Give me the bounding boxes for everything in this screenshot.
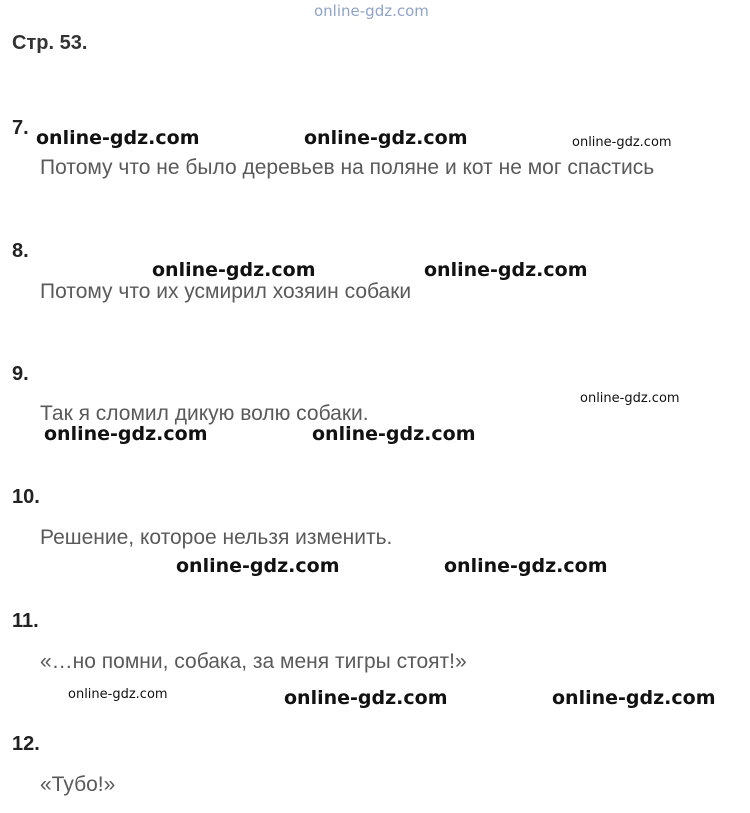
question-10-number: 10. [12,486,40,508]
watermark: online-gdz.com [284,687,448,709]
page-title: Стр. 53. [12,32,88,54]
watermark: online-gdz.com [424,259,588,281]
question-8-number: 8. [12,240,29,262]
watermark: online-gdz.com [444,555,608,577]
question-9-answer: Так я сломил дикую волю собаки. [40,402,369,425]
watermark: online-gdz.com [312,423,476,445]
watermark: online-gdz.com [176,555,340,577]
question-7-answer: Потому что не было деревьев на поляне и кот не мог спастись [40,156,655,179]
top-watermark: online-gdz.com [314,2,429,20]
question-10-answer: Решение, которое нельзя изменить. [40,526,393,549]
question-12-number: 12. [12,733,40,755]
watermark: online-gdz.com [36,127,200,149]
watermark: online-gdz.com [572,135,672,150]
question-11-answer: «…но помни, собака, за меня тигры стоят!» [40,650,467,673]
question-8-answer: Потому что их усмирил хозяин собаки [40,280,412,303]
watermark: online-gdz.com [68,687,168,702]
watermark: online-gdz.com [44,423,208,445]
watermark: online-gdz.com [580,391,680,406]
watermark: online-gdz.com [304,127,468,149]
watermark: online-gdz.com [152,259,316,281]
question-7-number: 7. [12,117,29,139]
question-12-answer: «Тубо!» [40,773,116,796]
watermark: online-gdz.com [552,687,716,709]
question-11-number: 11. [12,610,39,632]
question-9-number: 9. [12,363,29,385]
